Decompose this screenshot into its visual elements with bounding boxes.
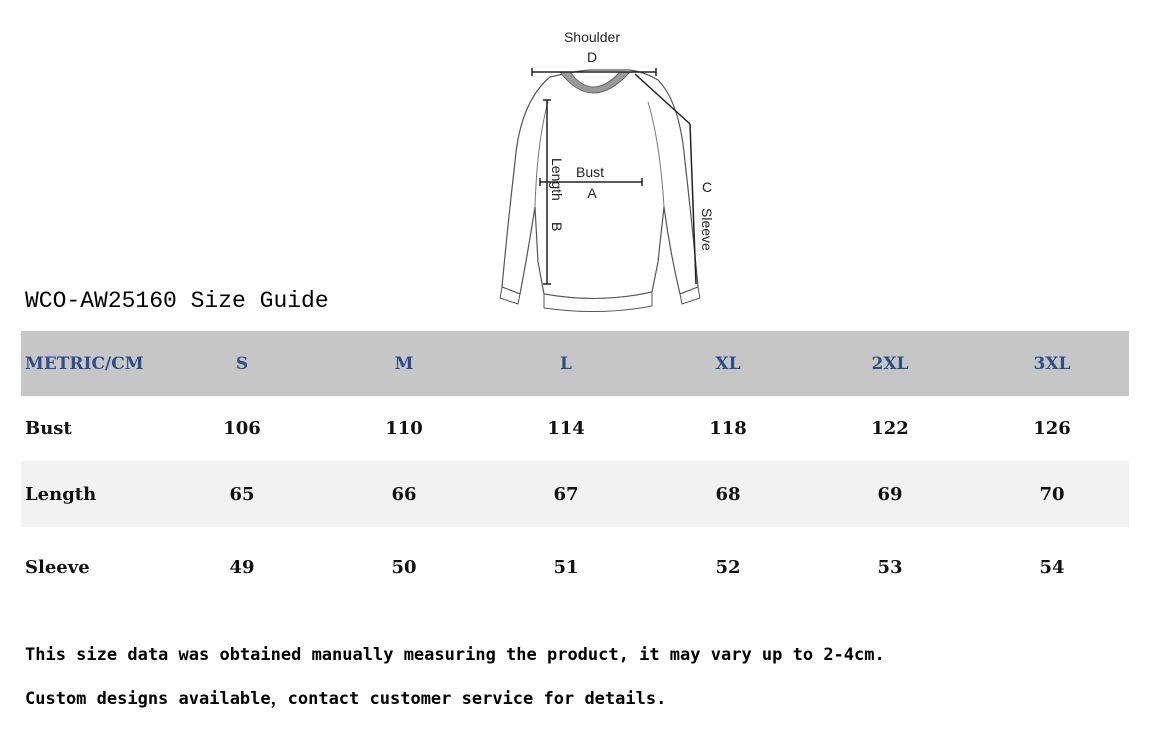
row-label: Bust [25, 418, 72, 439]
table-cell: 67 [553, 483, 579, 505]
custom-design-note: Custom designs available，contact customer service for details. [25, 689, 667, 709]
row-label: Length [25, 483, 97, 505]
table-cell: 54 [1039, 556, 1065, 578]
table-cell: 110 [385, 418, 423, 439]
table-cell: 114 [547, 418, 585, 439]
header-metric: METRIC/CM [25, 353, 144, 374]
table-cell: 122 [871, 418, 909, 439]
table-cell: 49 [229, 556, 255, 578]
table-header-row [21, 331, 1129, 396]
sleeve-label: Sleeve [699, 208, 715, 251]
sleeve-letter: C [702, 179, 713, 195]
shoulder-letter: D [586, 49, 598, 65]
table-cell: 52 [715, 556, 741, 578]
table-cell: 50 [391, 556, 417, 578]
table-row-length [21, 461, 1129, 527]
header-size-3xl: 3XL [1033, 353, 1071, 374]
length-label: Length [549, 158, 565, 201]
table-cell: 69 [877, 483, 903, 505]
header-size-xl: XL [715, 353, 741, 374]
sweatshirt-diagram [480, 22, 740, 322]
size-guide-title: WCO-AW25160 Size Guide [25, 288, 329, 314]
table-cell: 68 [715, 483, 741, 505]
row-label: Sleeve [25, 556, 90, 578]
table-cell: 53 [877, 556, 903, 578]
table-cell: 51 [553, 556, 579, 578]
header-size-m: M [394, 353, 414, 374]
table-cell: 126 [1033, 418, 1071, 439]
bust-label: Bust [575, 164, 605, 180]
header-size-s: S [235, 353, 249, 374]
table-cell: 118 [709, 418, 747, 439]
table-row-sleeve [21, 527, 1129, 607]
table-row-bust [21, 396, 1129, 461]
table-cell: 106 [223, 418, 261, 439]
header-size-l: L [560, 353, 572, 374]
measurement-disclaimer: This size data was obtained manually measuring the product, it may vary up to 2-4cm. [25, 645, 885, 665]
table-cell: 70 [1039, 483, 1065, 505]
table-cell: 66 [391, 483, 417, 505]
sweatshirt-illustration [480, 22, 740, 322]
size-table [21, 331, 1129, 607]
length-letter: B [549, 222, 565, 232]
shoulder-label: Shoulder [563, 29, 621, 45]
bust-letter: A [587, 185, 597, 201]
header-size-2xl: 2XL [871, 353, 909, 374]
table-cell: 65 [229, 483, 255, 505]
